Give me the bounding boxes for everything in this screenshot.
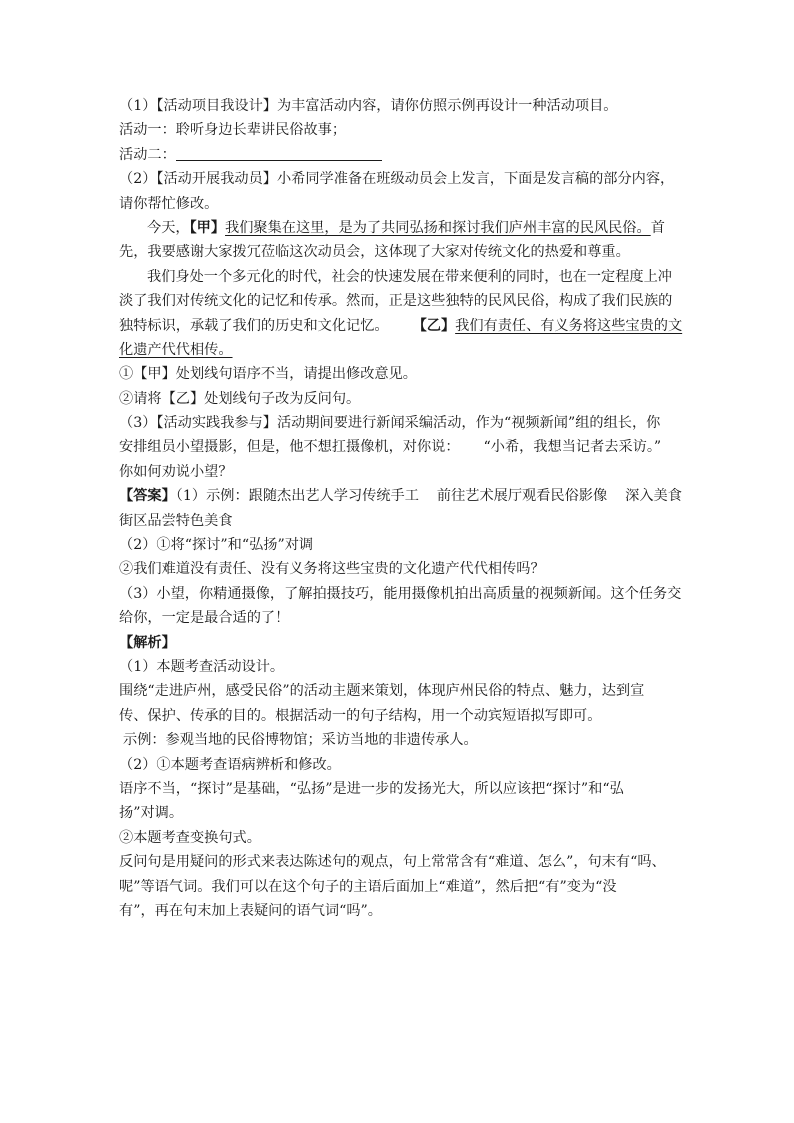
answer-line3: （2）①将“探讨”和“弘扬”对调 <box>119 537 314 554</box>
analysis-line7: 扬”对调。 <box>119 805 184 822</box>
speech-para1-line2: 先，我要感谢大家拨冗莅临这次动员会，这体现了大家对传统文化的热爱和尊重。 <box>119 244 630 261</box>
answer-text: 前往艺术展厅观看民俗影像 <box>436 488 608 505</box>
analysis-line2: 围绕“走进庐州，感受民俗”的活动主题来策划，体现庐州民俗的特点、魅力，达到宣 <box>119 683 645 700</box>
answer-text: （1）示例：跟随杰出艺人学习传统手工 <box>175 488 419 505</box>
mark-yi: 【乙】 <box>412 317 456 334</box>
q3-line3: 你如何劝说小望？ <box>119 463 233 480</box>
speech-para2-line3 <box>119 314 683 338</box>
mark-jia: 【甲】 <box>189 219 226 236</box>
answer-text: 深入美食 <box>625 488 682 505</box>
speech-text: 今天， <box>147 219 190 236</box>
answer-blank <box>176 146 382 161</box>
q2-intro-line1: （2）【活动开展我动员】小希同学准备在班级动员会上发言，下面是发言稿的部分内容， <box>119 171 675 188</box>
speech-para1-line1 <box>119 216 679 240</box>
q2-intro-line2: 请你帮忙修改。 <box>119 195 219 212</box>
document-page <box>119 94 683 923</box>
speech-para2-line2: 淡了我们对传统文化的记忆和传承。然而，正是这些独特的民风民俗，构成了我们民族的 <box>119 293 673 310</box>
answer-line6: 给你，一定是最合适的了！ <box>119 610 290 627</box>
analysis-line5: （2）①本题考查语病辨析和修改。 <box>119 756 341 773</box>
analysis-line8: ②本题考查变换句式。 <box>119 829 261 846</box>
speech-text: 独特标识，承载了我们的历史和文化记忆。 <box>119 317 389 334</box>
answer-line1 <box>119 484 682 508</box>
analysis-label: 【解析】 <box>119 634 176 651</box>
analysis-line6: 语序不当，“探讨”是基础，“弘扬”是进一步的发扬光大，所以应该把“探讨”和“弘 <box>119 780 624 797</box>
underlined-sentence-yi-cont: 化遗产代代相传。 <box>119 341 233 358</box>
q2-sub1: ①【甲】处划线句语序不当，请提出修改意见。 <box>119 366 417 383</box>
q1-activity-two <box>119 143 679 167</box>
analysis-line9: 反问句是用疑问的形式来表达陈述句的观点，句上常常含有“难道、怎么”，句末有“吗、 <box>119 854 666 871</box>
answer-line4: ②我们难道没有责任、没有义务将这些宝贵的文化遗产代代相传吗？ <box>119 561 545 578</box>
speech-para2-line4 <box>119 338 679 362</box>
answer-line2: 街区品尝特色美食 <box>119 512 233 529</box>
q1-activity-two-label: 活动二： <box>119 146 176 163</box>
underlined-sentence-yi: 我们有责任、有义务将这些宝贵的文 <box>455 317 683 334</box>
underlined-sentence-jia: 我们聚集在这里，是为了共同弘扬和探讨我们庐州丰富的民风民俗。 <box>225 219 651 236</box>
q3-line1: （3）【活动实践我参与】活动期间要进行新闻采编活动，作为“视频新闻”组的组长，你 <box>119 415 661 432</box>
analysis-line10: 呢”等语气词。我们可以在这个句子的主语后面加上“难道”，然后把“有”变为“没 <box>119 878 617 895</box>
analysis-line11: 有”，再在句末加上表疑问的语气词“吗”。 <box>119 902 382 919</box>
q1-activity-one: 活动一：聆听身边长辈讲民俗故事； <box>119 122 347 139</box>
answer-label: 【答案】 <box>119 488 176 505</box>
q3-text: 安排组员小望摄影，但是，他不想扛摄像机，对你说： <box>119 439 460 456</box>
speech-text: 首 <box>650 219 665 236</box>
analysis-line1: （1）本题考查活动设计。 <box>119 658 285 675</box>
analysis-line4: 示例：参观当地的民俗博物馆；采访当地的非遗传承人。 <box>123 732 478 749</box>
q1-intro: （1）【活动项目我设计】为丰富活动内容，请你仿照示例再设计一种活动项目。 <box>119 98 618 114</box>
speech-para2-line1: 我们身处一个多元化的时代，社会的快速发展在带来便利的同时，也在一定程度上冲 <box>147 268 672 285</box>
q2-sub2: ②请将【乙】处划线句子改为反问句。 <box>119 390 361 407</box>
q3-line2 <box>119 435 679 459</box>
answer-line5: （3）小望，你精通摄像，了解拍摄技巧，能用摄像机拍出高质量的视频新闻。这个任务交 <box>119 585 682 602</box>
analysis-line3: 传、保护、传承的目的。根据活动一的句子结构，用一个动宾短语拟写即可。 <box>119 707 602 724</box>
q3-quote: “小希，我想当记者去采访。” <box>483 439 662 456</box>
